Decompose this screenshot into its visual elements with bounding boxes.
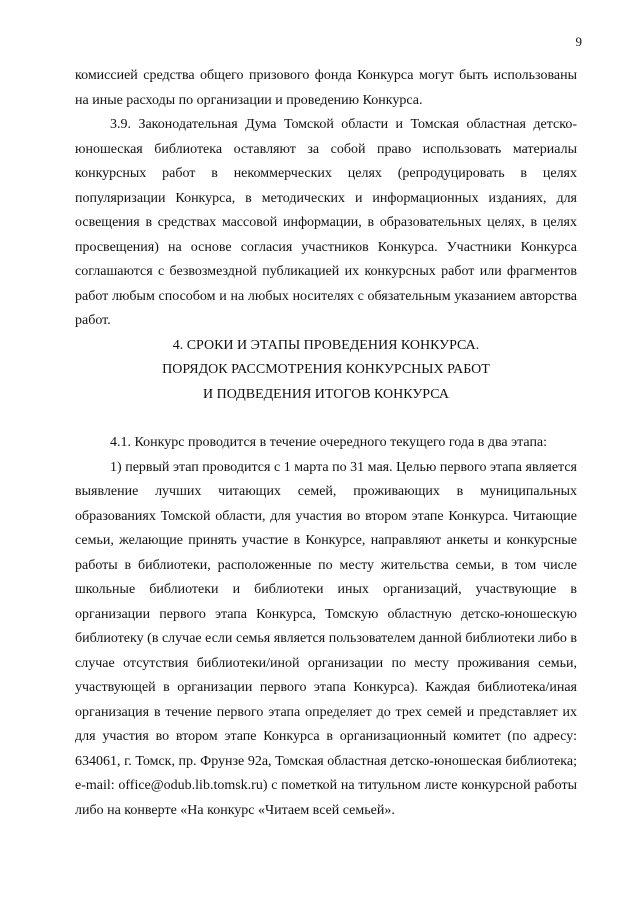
section-heading-line-2: ПОРЯДОК РАССМОТРЕНИЯ КОНКУРСНЫХ РАБОТ [162, 362, 490, 377]
paragraph-prize-fund-continuation: комиссией средства общего призового фонда Конкурса могут быть использованы на иные расходы по организации и проведению Конкурса. [75, 68, 577, 108]
paragraph-4-1: 4.1. Конкурс проводится в течение очередного текущего года в два этапа: [110, 435, 548, 450]
page-number: 9 [575, 34, 582, 49]
paragraph-first-stage: 1) первый этап проводится с 1 марта по 31 мая. Целью первого этапа является выявление лучших читающих семей, проживающих в муниципальных образованиях Томской области, для участия во втором этапе Конкурса. Читающие семьи, желающие принять участие в Конкурсе, направляют анкеты и конкурсные работы в библиотеки, расположенные по месту жительства семьи, в том числе школьные библиотеки и библиотеки иных организаций, участвующие в организации первого этапа Конкурса, Томскую областную детско-юношескую библиотеку (в случае если семья является пользователем данной библиотеки либо в случае отсутствия библиотеки/иной организации по месту проживания семьи, участвующей в организации первого этапа Конкурса). Каждая библиотека/иная организация в течение первого этапа определяет до трех семей и представляет их для участия во втором этапе Конкурса в организационный комитет (по адресу: 634061, г. Томск, пр. Фрунзе 92а, Томская областная детско-юношеская библиотека; e-mail: office@odub.lib.tomsk.ru) с пометкой на титульном листе конкурсной работы либо на конверте «На конкурс «Читаем всей семьей». [75, 459, 577, 818]
section-heading-line-3: И ПОДВЕДЕНИЯ ИТОГОВ КОНКУРСА [203, 386, 449, 402]
section-heading-line-1: 4. СРОКИ И ЭТАПЫ ПРОВЕДЕНИЯ КОНКУРСА. [172, 337, 480, 353]
section-spacer [75, 407, 577, 431]
document-body [75, 64, 577, 823]
paragraph-3-9: 3.9. Законодательная Дума Томской области и Томская областная детско-юношеская библиотека оставляют за собой право использовать материалы конкурсных работ в некоммерческих целях (репродуцировать в целях популяризации Конкурса, в методических и информационных изданиях, для освещения в средствах массовой информации, в образовательных целях, в целях просвещения) на основе согласия участников Конкурса. Участники Конкурса соглашаются с безвозмездной публикацией их конкурсных работ или фрагментов работ любым способом и на любых носителях с обязательным указанием авторства работ. [75, 117, 577, 328]
section-heading [75, 334, 577, 408]
